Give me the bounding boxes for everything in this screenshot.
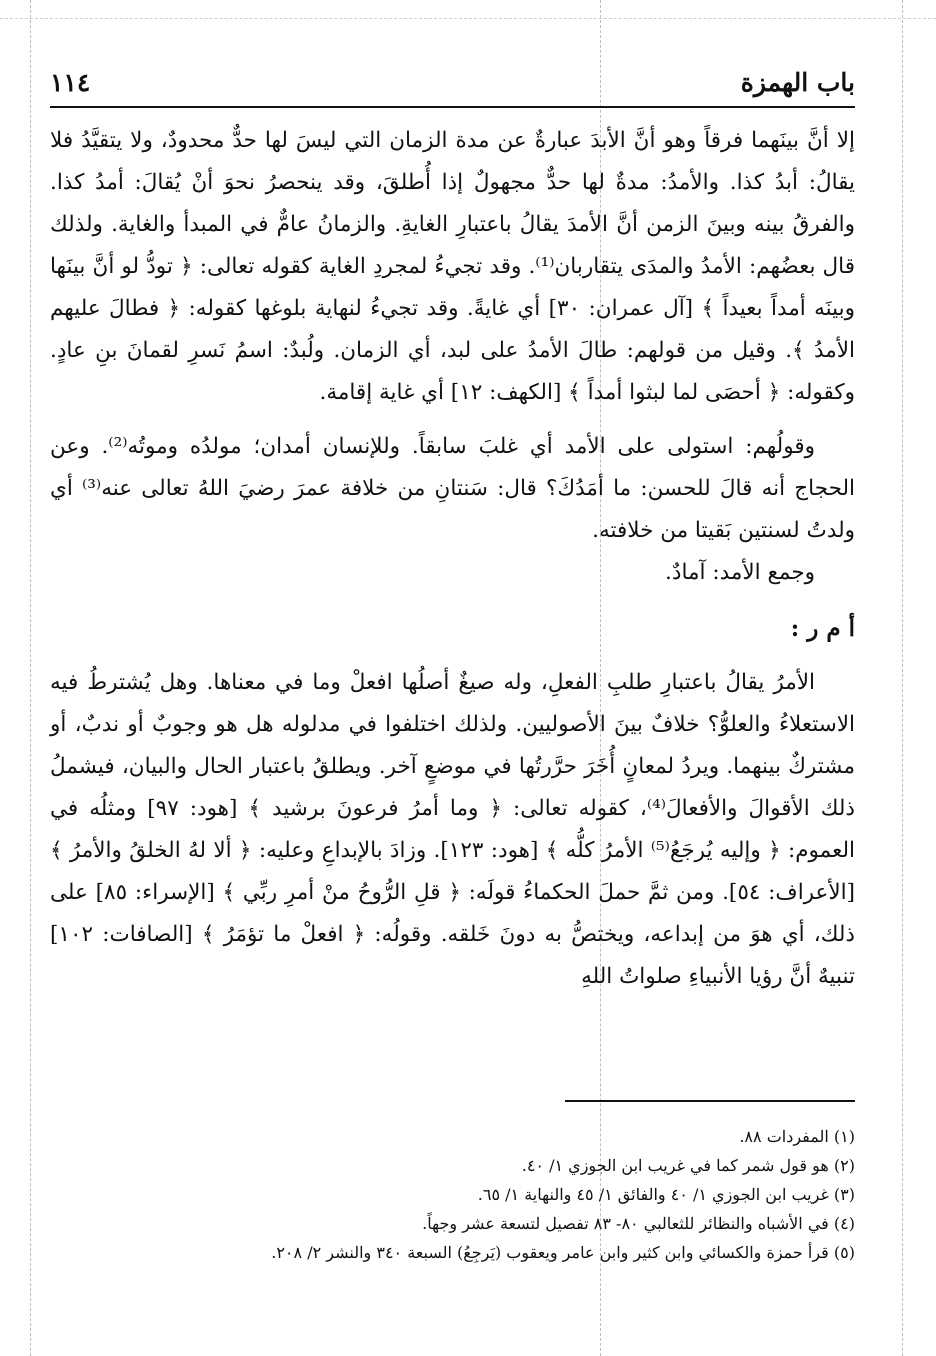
footnote: (٤) في الأشباه والنظائر للثعالبي ٨٠- ٨٣ تفصيل لتسعة عشر وجهاً. bbox=[422, 1214, 855, 1233]
footnote: (٢) هو قول شمر كما في غريب ابن الجوزي ١/ ٤٠. bbox=[521, 1156, 855, 1175]
footnote: (٣) غريب ابن الجوزي ١/ ٤٠ والفائق ١/ ٤٥ والنهاية ١/ ٦٥. bbox=[477, 1185, 855, 1204]
scan-guide-line bbox=[30, 0, 31, 1356]
body-paragraph: إلا أنَّ بينَهما فرقاً وهو أنَّ الأبدَ عبارةٌ عن مدة الزمان التي ليسَ لها حدٌّ محدودٌ، ولا يتقيَّدُ فلا يقالُ: أبدُ كذا. والأمدُ: مدةٌ لها حدٌّ مجهولٌ إذا أُطلقَ، وقد ينحصرُ نحوَ أنْ يُقالَ: أمدُ كذا. والفرقُ بينه وبينَ الزمن أنَّ الأمدَ يقالُ باعتبارِ الغايةِ. والزمانُ عامٌّ في المبدأ والغاية. ولذلك قال بعضُهم: الأمدُ والمدَى يتقاربان⁽¹⁾. وقد تجيءُ لمجردِ الغاية كقوله تعالى: ﴿ تودُّ لو أنَّ بينَها وبينَه أمداً بعيداً ﴾ [آل عمران: ٣٠] أي غايةً. وقد تجيءُ لنهاية بلوغها كقوله: ﴿ فطالَ عليهم الأمدُ ﴾. وقيل من قولهم: طالَ الأمدُ على لبد، أي الزمان. ولُبدٌ: اسمُ نَسرِ لقمانَ بنِ عادٍ. وكقوله: ﴿ أحصَى لما لبثوا أمداً ﴾ [الكهف: ١٢] أي غاية إقامة. bbox=[50, 128, 856, 405]
footnote-rule bbox=[565, 1100, 855, 1102]
page-number: ١١٤ bbox=[50, 67, 91, 97]
body-paragraph: الأمرُ يقالُ باعتبارِ طلبِ الفعلِ، وله صيغٌ أصلُها افعلْ وما في معناها. وهل يُشترطُ فيه الاستعلاءُ والعلوُّ؟ خلافٌ بينَ الأصوليين. ولذلك اختلفوا في مدلوله هل هو وجوبٌ أو ندبٌ، أو مشتركٌ بينهما. ويردُ لمعانٍ أُخَرَ حرَّرتُها في موضعٍ آخر. ويطلقُ باعتبار الحال والبيان، فيشملُ ذلك الأقوالَ والأفعالَ⁽⁴⁾، كقوله تعالى: ﴿ وما أمرُ فرعونَ برشيد ﴾ [هود: ٩٧] ومثلُه في العموم: ﴿ وإليه يُرجَعُ⁽⁵⁾ الأمرُ كلُّه ﴾ [هود: ١٢٣]. وزادَ بالإبداعِ وعليه: ﴿ ألا لهُ الخلقُ والأمرُ ﴾ [الأعراف: ٥٤]. ومن ثمَّ حملَ الحكماءُ قولَه: ﴿ قلِ الرُّوحُ منْ أمرِ ربِّي ﴾ [الإسراء: ٨٥] على ذلك، أي هوَ من إبداعه، ويختصُّ به دونَ خَلقه. وقولُه: ﴿ افعلْ ما تؤمَرُ ﴾ [الصافات: ١٠٢] تنبيهٌ أنَّ رؤيا الأنبياءِ صلواتُ اللهِ bbox=[50, 670, 855, 989]
book-page bbox=[50, 50, 855, 1330]
footnote: (٥) قرأ حمزة والكسائي وابن كثير وابن عامر ويعقوب (يَرجِعُ) السبعة ٣٤٠ والنشر ٢/ ٢٠٨. bbox=[271, 1243, 855, 1262]
main-text bbox=[50, 120, 855, 998]
page-header bbox=[50, 62, 855, 102]
entry-heading: أ م ر : bbox=[790, 615, 855, 642]
header-rule bbox=[50, 106, 855, 108]
chapter-title: باب الهمزة bbox=[740, 67, 855, 97]
scan-guide-line bbox=[0, 18, 936, 19]
body-paragraph: وجمع الأمد: آمادٌ. bbox=[665, 560, 815, 585]
footnotes bbox=[50, 1122, 855, 1267]
body-paragraph: وقولُهم: استولى على الأمد أي غلبَ سابقاً. وللإنسان أمدان؛ مولدُه وموتُه⁽²⁾. وعن الحجاج أنه قالَ للحسن: ما أمَدُكَ؟ قال: سَنتانِ من خلافة عمرَ رضيَ اللهُ تعالى عنه⁽³⁾ أي ولدتُ لسنتين بَقيتا من خلافته. bbox=[50, 434, 855, 543]
footnote: (١) المفردات ٨٨. bbox=[739, 1127, 855, 1146]
scan-guide-line bbox=[902, 0, 903, 1356]
